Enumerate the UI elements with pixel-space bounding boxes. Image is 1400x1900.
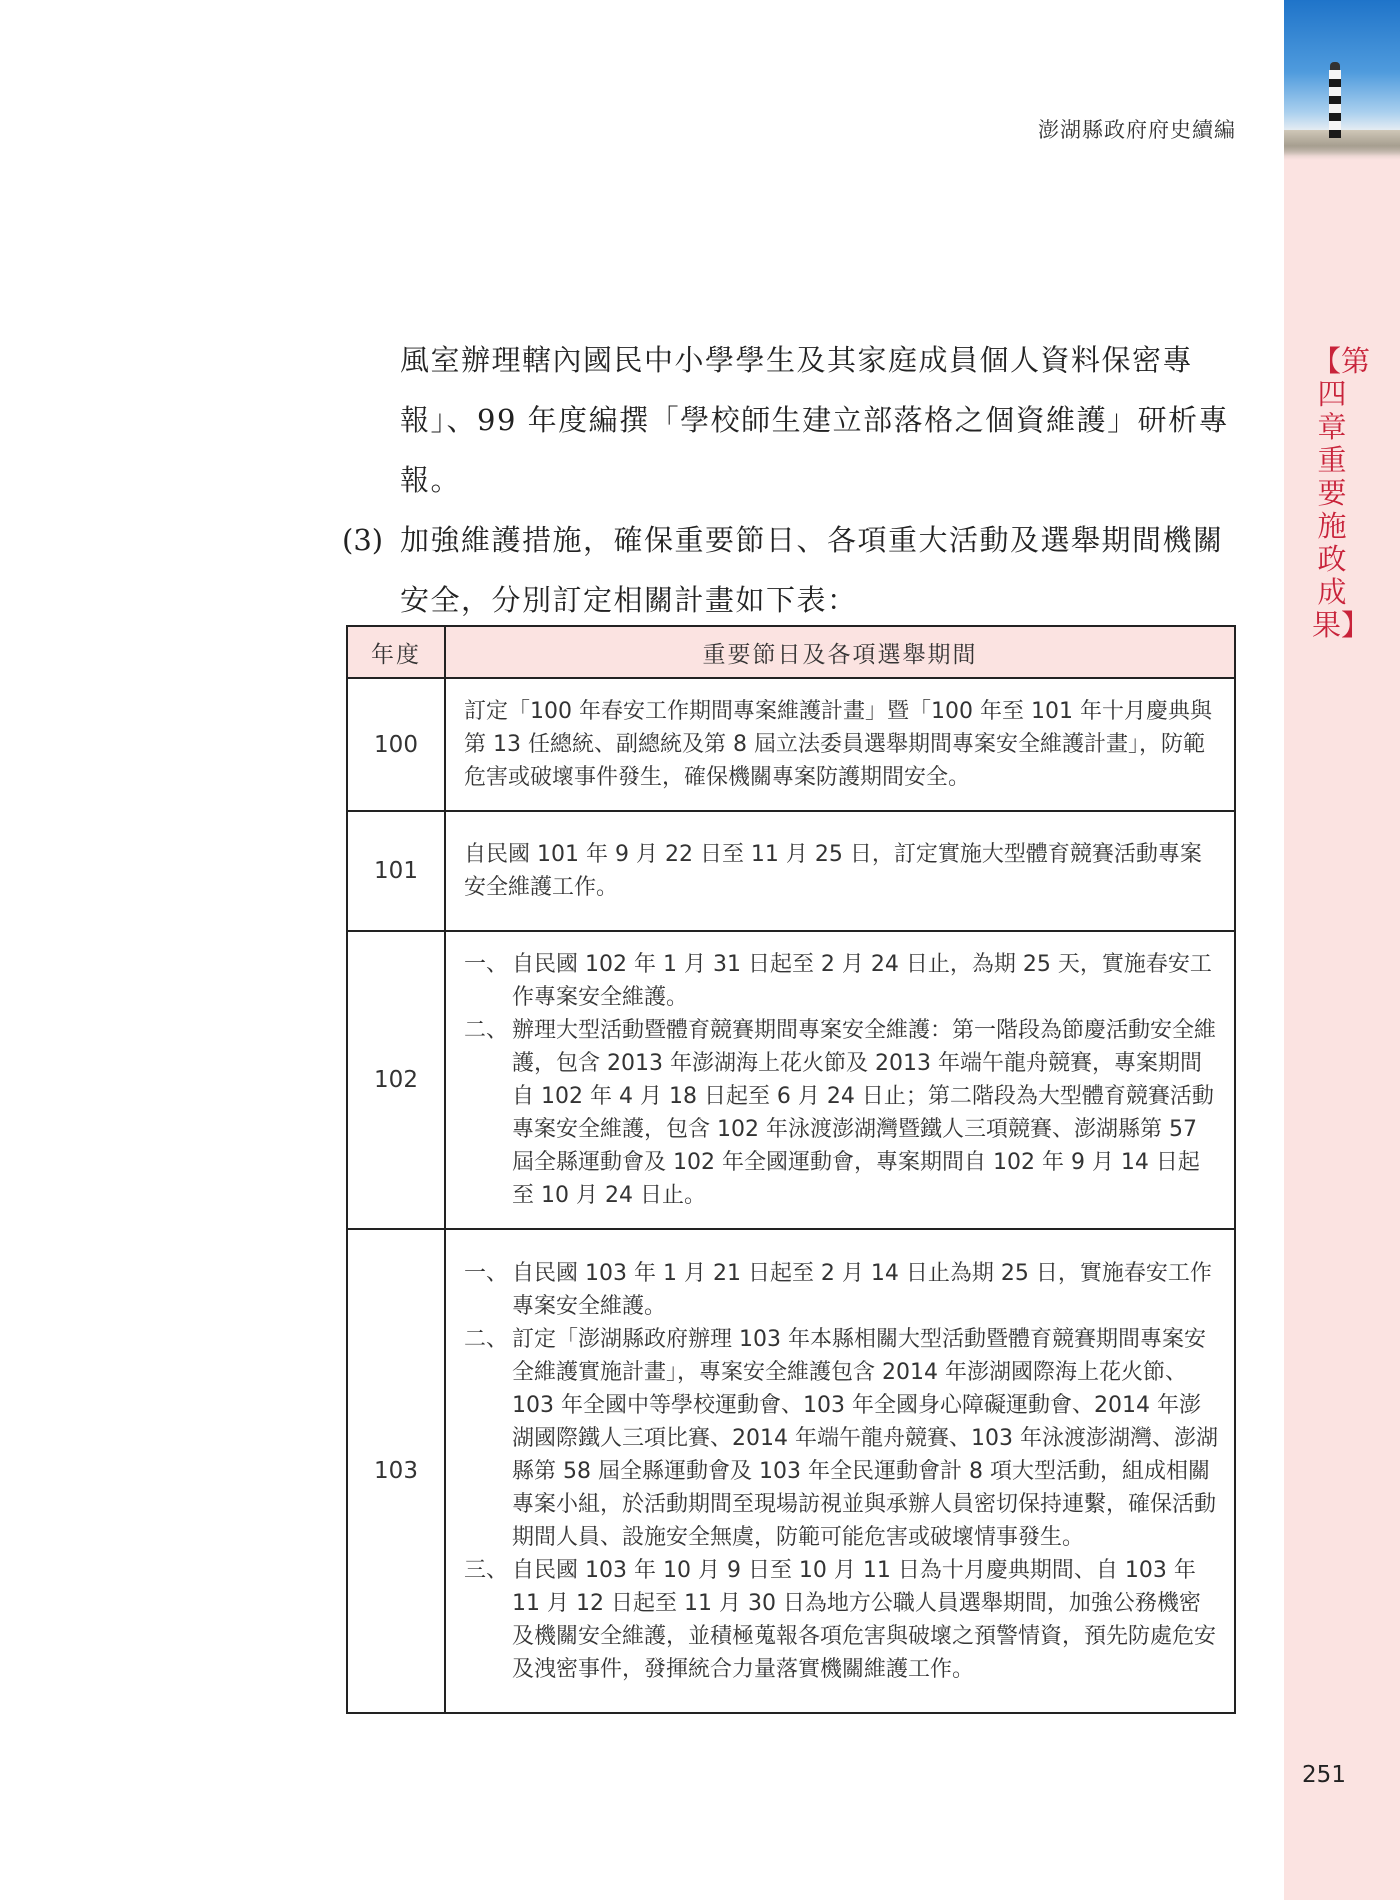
row-year: 102 bbox=[347, 931, 445, 1229]
row-entry: 自民國 101 年 9 月 22 日至 11 月 25 日，訂定實施大型體育競賽活動專案安全維護工作。 bbox=[464, 842, 1202, 900]
item-3-label: (3) bbox=[342, 523, 384, 557]
list-item bbox=[464, 1014, 1218, 1212]
list-item-text: 自民國 103 年 10 月 9 日至 10 月 11 日為十月慶典期間、自 103 年 11 月 12 日起至 11 月 30 日為地方公職人員選舉期間，加強公務機密及機關安全維護，並積極蒐報各項危害與破壞之預警情資，預先防處危安及洩密事件，發揮統合力量落實機關維護工作。 bbox=[512, 1557, 1217, 1682]
list-item-text: 訂定「澎湖縣政府辦理 103 年本縣相關大型活動暨體育競賽期間專案安全維護實施計畫」，專案安全維護包含 2014 年澎湖國際海上花火節、103 年全國中等學校運動會、103 年全國身心障礙運動會、2014 年澎湖國際鐵人三項比賽、2014 年端午龍舟競賽、103 年泳渡澎湖灣、澎湖縣第 58 屆全縣運動會及 103 年全民運動會計 8 項大型活動，組成相關專案小組，於活動期間至現場訪視並與承辦人員密切保持連繫，確保活動期間人員、設施安全無虞，防範可能危害或破壞情事發生。 bbox=[512, 1326, 1218, 1550]
list-item-number: 三、 bbox=[464, 1557, 509, 1583]
list-item-text: 自民國 102 年 1 月 31 日起至 2 月 24 日止，為期 25 天，實施春安工作專案安全維護。 bbox=[512, 952, 1212, 1010]
row-content bbox=[445, 811, 1235, 931]
list-item-text: 辦理大型活動暨體育競賽期間專案安全維護：第一階段為節慶活動安全維護，包含 2013 年澎湖海上花火節及 2013 年端午龍舟競賽，專案期間自 102 年 4 月 18 日起至 6 月 24 日止；第二階段為大型體育競賽活動專案安全維護，包含 102 年泳渡澎湖灣暨鐵人三項競賽、澎湖縣第 57 屆全縣運動會及 102 年全國運動會，專案期間自 102 年 9 月 14 日起至 10 月 24 日止。 bbox=[512, 1018, 1217, 1208]
running-title: 澎湖縣政府府史續編 bbox=[1038, 118, 1236, 142]
header-content: 重要節日及各項選舉期間 bbox=[445, 626, 1235, 678]
row-content bbox=[445, 931, 1235, 1229]
list-item bbox=[464, 1257, 1218, 1323]
row-content bbox=[445, 678, 1235, 811]
row-year: 100 bbox=[347, 678, 445, 811]
paragraph-1: 風室辦理轄內國民中小學學生及其家庭成員個人資料保密專報」、99 年度編撰「學校師生建立部落格之個資維護」研析專報。 bbox=[400, 343, 1230, 497]
table-row bbox=[347, 811, 1235, 931]
side-band bbox=[1284, 0, 1400, 1900]
list-item-number: 二、 bbox=[464, 1326, 509, 1352]
chapter-tab: 【第四章 重要施政成果】 bbox=[1312, 344, 1371, 642]
list-item-number: 二、 bbox=[464, 1018, 509, 1043]
header-year: 年度 bbox=[347, 626, 445, 678]
table-row bbox=[347, 931, 1235, 1229]
page-number: 251 bbox=[1302, 1762, 1346, 1788]
table-row bbox=[347, 1229, 1235, 1713]
row-year: 103 bbox=[347, 1229, 445, 1713]
security-plan-table bbox=[346, 625, 1236, 1714]
table-header-row bbox=[347, 626, 1235, 678]
list-item bbox=[464, 1323, 1218, 1554]
lighthouse-icon bbox=[1328, 62, 1342, 138]
row-year: 101 bbox=[347, 811, 445, 931]
list-item-number: 一、 bbox=[464, 952, 509, 977]
row-content bbox=[445, 1229, 1235, 1713]
list-item bbox=[464, 948, 1218, 1014]
photo-shoreline bbox=[1284, 130, 1400, 156]
list-item-text: 自民國 103 年 1 月 21 日起至 2 月 14 日止為期 25 日，實施春安工作專案安全維護。 bbox=[512, 1260, 1212, 1319]
list-item bbox=[464, 1554, 1218, 1686]
table-row bbox=[347, 678, 1235, 811]
row-entry: 訂定「100 年春安工作期間專案維護計畫」暨「100 年至 101 年十月慶典與第 13 任總統、副總統及第 8 屆立法委員選舉期間專案安全維護計畫」，防範危害或破壞事件發生，確保機關專案防護期間安全。 bbox=[464, 699, 1212, 790]
item-3-text: 加強維護措施，確保重要節日、各項重大活動及選舉期間機關安全，分別訂定相關計畫如下表： bbox=[400, 523, 1224, 617]
list-item-number: 一、 bbox=[464, 1260, 509, 1286]
